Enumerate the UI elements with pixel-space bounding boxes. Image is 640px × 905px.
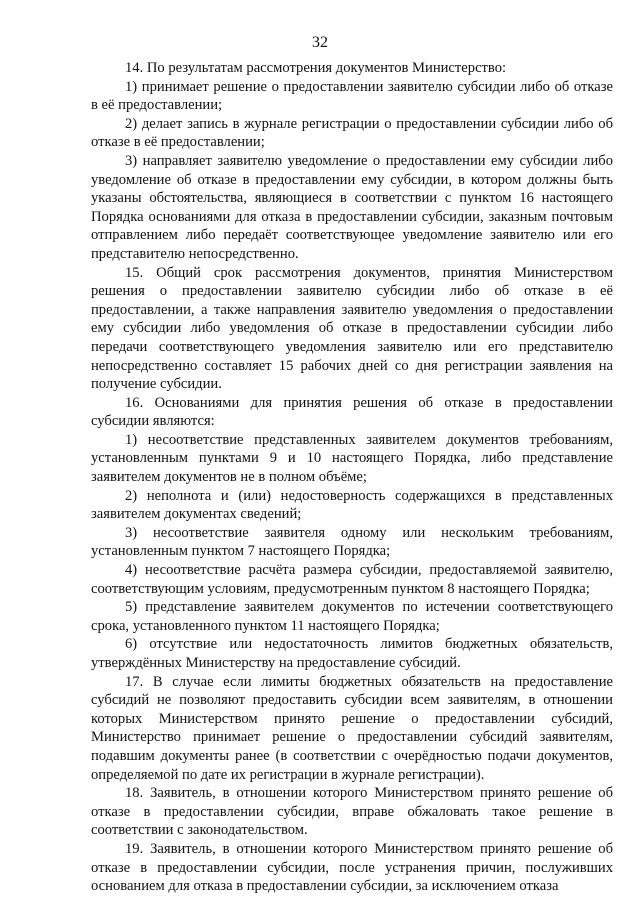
paragraph-14-item-1: 1) принимает решение о предоставлении заявителю субсидии либо об отказе в её предоставлении; bbox=[91, 78, 613, 114]
paragraph-16-item-4: 4) несоответствие расчёта размера субсидии, предоставляемой заявителю, соответствующим условиям, предусмотренным пунктом 8 настоящего Порядка; bbox=[91, 562, 613, 597]
paragraph-17: 17. В случае если лимиты бюджетных обязательств на предоставление субсидий не позволяют предоставить субсидии всем заявителям, в отношении которых Министерством принято решение о предоставлении субсидий, Министерство принимает решение о предоставлении субсидий заявителям, подавшим документы ранее (в соответствии с очерёдностью подачи документов, определяемой по дате их регистрации в журнале регистрации). bbox=[91, 673, 613, 783]
page-number: 32 bbox=[312, 34, 328, 51]
paragraph-15: 15. Общий срок рассмотрения документов, принятия Министерством решения о предоставлении заявителю субсидии либо об отказе в её предоставлении, а также направления заявителю уведомления о предоставлении ему субсидии либо уведомления об отказе в предоставлении субсидии либо передачи соответствующего уведомления заявителю или его представителю непосредственно составляет 15 рабочих дней со дня регистрации заявления на получение субсидии. bbox=[91, 264, 613, 393]
paragraph-14-item-3: 3) направляет заявителю уведомление о предоставлении ему субсидии либо уведомление об отказе в предоставлении ему субсидии, в котором должны быть указаны обстоятельства, являющиеся в соответствии с пунктом 16 настоящего Порядка основаниями для отказа в предоставлении субсидии, заказным почтовым отправлением либо передаёт соответствующее уведомление заявителю или его представителю непосредственно. bbox=[91, 152, 613, 262]
paragraph-14: 14. По результатам рассмотрения документов Министерство: bbox=[125, 60, 507, 76]
paragraph-16-item-6: 6) отсутствие или недостаточность лимитов бюджетных обязательств, утверждённых Министерству на предоставление субсидий. bbox=[91, 636, 613, 671]
paragraph-16-item-2: 2) неполнота и (или) недостоверность содержащихся в представленных заявителем документах сведений; bbox=[91, 487, 613, 523]
paragraph-16-item-1: 1) несоответствие представленных заявителем документов требованиям, установленным пунктами 9 и 10 настоящего Порядка, либо представление заявителем документов не в полном объёме; bbox=[91, 431, 613, 486]
document-body bbox=[91, 59, 613, 896]
paragraph-16-item-3: 3) несоответствие заявителя одному или нескольким требованиям, установленным пунктом 7 настоящего Порядка; bbox=[91, 524, 613, 560]
paragraph-16-item-5: 5) представление заявителем документов по истечении соответствующего срока, установленного пунктом 11 настоящего Порядка; bbox=[91, 599, 613, 634]
paragraph-19: 19. Заявитель, в отношении которого Министерством принято решение об отказе в предоставлении субсидии, после устранения причин, послуживших основанием для отказа в предоставлении субсидии, за исключением отказа bbox=[91, 840, 613, 895]
paragraph-18: 18. Заявитель, в отношении которого Министерством принято решение об отказе в предоставлении субсидии, вправе обжаловать такое решение в соответствии с законодательством. bbox=[91, 785, 613, 839]
paragraph-14-item-2: 2) делает запись в журнале регистрации о предоставлении субсидии либо об отказе в её предоставлении; bbox=[91, 115, 613, 151]
paragraph-16: 16. Основаниями для принятия решения об отказе в предоставлении субсидии являются: bbox=[91, 394, 613, 430]
